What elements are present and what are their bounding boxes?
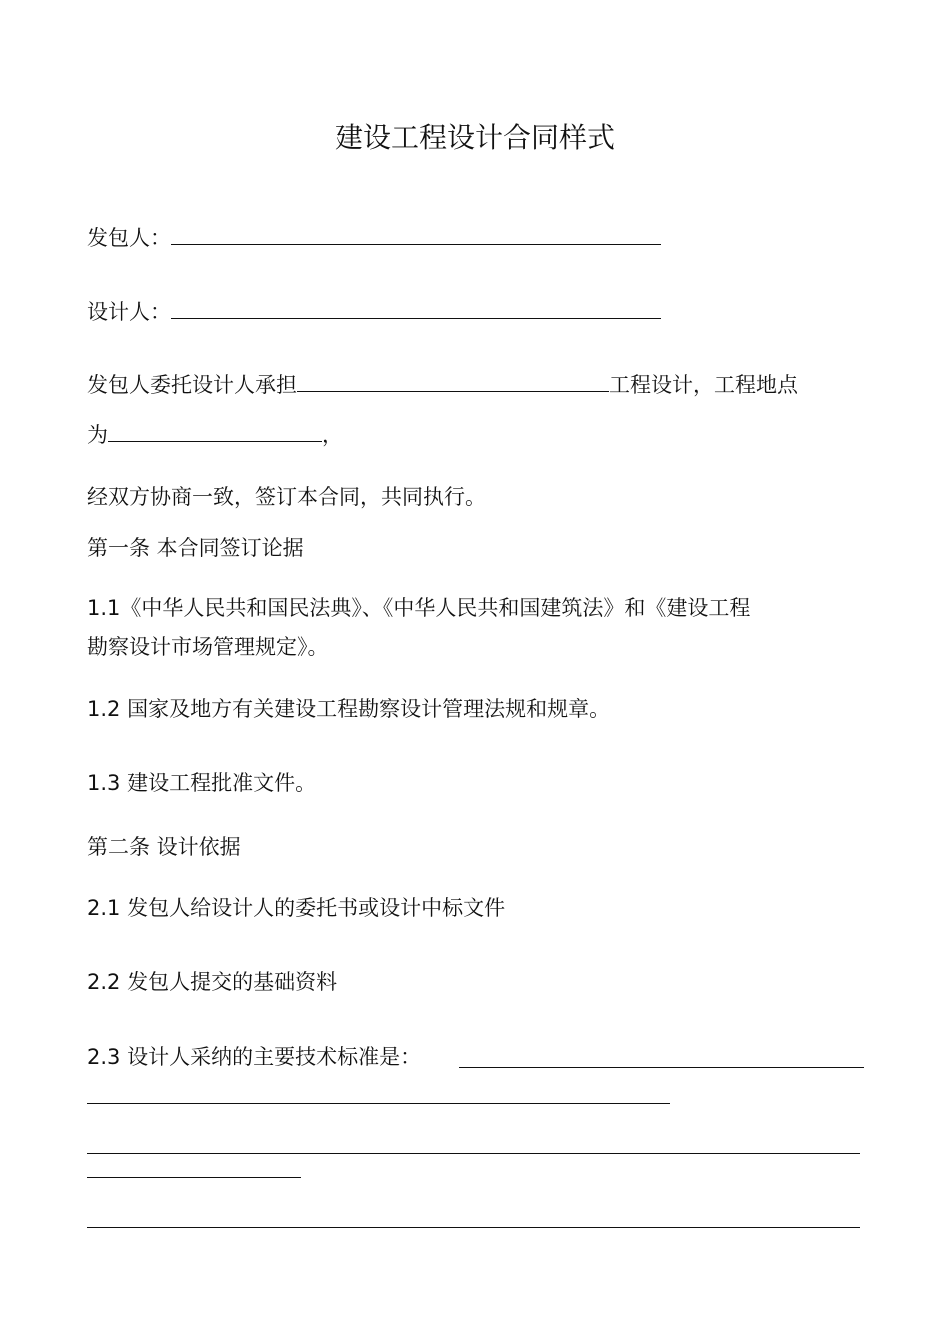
clause-1-1-continued: 勘察设计市场管理规定》。 xyxy=(87,635,329,659)
entrust-mid: 工程设计，工程地点 xyxy=(609,373,798,397)
designer-blank[interactable] xyxy=(171,296,661,319)
clause-2-2-text: 发包人提交的基础资料 xyxy=(127,970,338,994)
client-line xyxy=(87,222,661,253)
entrust-prefix: 发包人委托设计人承担 xyxy=(87,373,297,397)
clause-2-1-text: 发包人给设计人的委托书或设计中标文件 xyxy=(127,896,506,920)
client-blank[interactable] xyxy=(171,222,661,245)
location-suffix: ， xyxy=(322,423,343,447)
clause-1-3 xyxy=(87,768,316,798)
standards-blank-2[interactable] xyxy=(87,1103,670,1104)
clause-1-2-text: 国家及地方有关建设工程勘察设计管理法规和规章。 xyxy=(127,697,611,721)
clause-1-1 xyxy=(87,593,750,623)
clause-1-3-text: 建设工程批准文件。 xyxy=(127,771,317,795)
clause-2-3 xyxy=(87,1042,421,1072)
standards-blank-3[interactable] xyxy=(87,1153,860,1154)
article-2-title: 第二条 设计依据 xyxy=(87,835,241,859)
client-label: 发包人： xyxy=(87,226,171,250)
designer-label: 设计人： xyxy=(87,300,171,324)
clause-1-1-number: 1.1 xyxy=(87,596,121,620)
clause-2-3-number: 2.3 xyxy=(87,1045,121,1069)
clause-1-2-number: 1.2 xyxy=(87,697,121,721)
clause-2-2-number: 2.2 xyxy=(87,970,121,994)
clause-2-2 xyxy=(87,967,337,997)
clause-2-3-text: 设计人采纳的主要技术标准是： xyxy=(127,1045,422,1069)
designer-line xyxy=(87,296,661,327)
article-1-title: 第一条 本合同签订论据 xyxy=(87,536,304,560)
location-prefix: 为 xyxy=(87,423,108,447)
document-title: 建设工程设计合同样式 xyxy=(334,121,615,154)
clause-1-3-number: 1.3 xyxy=(87,771,121,795)
standards-blank-1[interactable] xyxy=(459,1067,864,1068)
project-name-blank[interactable] xyxy=(297,369,609,392)
standards-blank-5[interactable] xyxy=(87,1227,860,1228)
entrust-line xyxy=(87,369,798,400)
standards-blank-4[interactable] xyxy=(87,1177,301,1178)
agreement-text: 经双方协商一致，签订本合同，共同执行。 xyxy=(87,485,486,509)
clause-1-2 xyxy=(87,694,610,724)
clause-2-1-number: 2.1 xyxy=(87,896,121,920)
clause-1-1-text: 《中华人民共和国民法典》、《中华人民共和国建筑法》和《建设工程 xyxy=(120,596,751,620)
location-line xyxy=(87,419,343,450)
clause-2-1 xyxy=(87,893,505,923)
location-blank[interactable] xyxy=(108,419,322,442)
